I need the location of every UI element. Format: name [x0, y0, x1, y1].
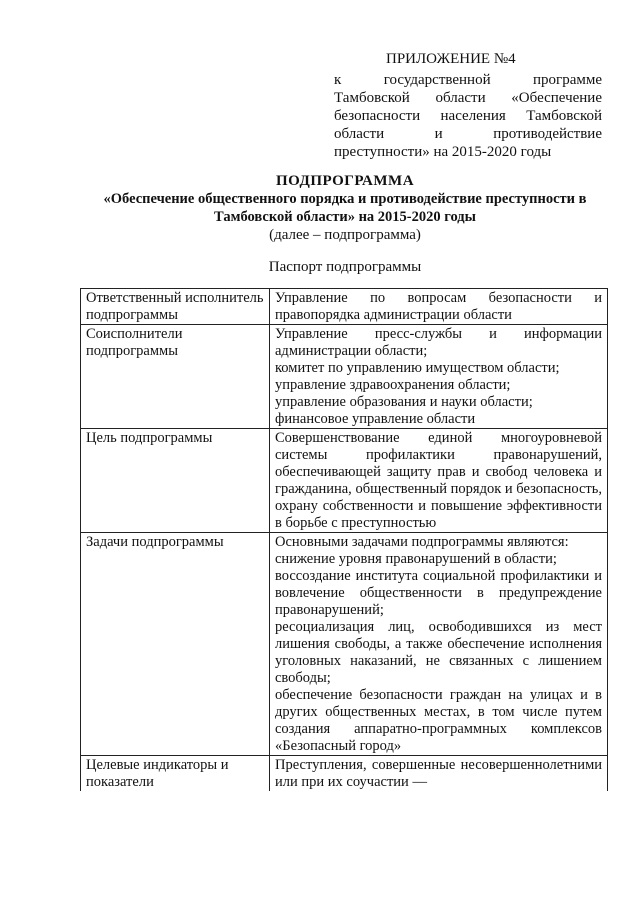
value-line: ресоциализация лиц, освободившихся из мест лишения свободы, а также обеспечение исполнения уголовных наказаний, не связанных с лишением свободы; [275, 619, 602, 686]
table-row [81, 289, 608, 325]
appendix-block [334, 50, 602, 161]
subprogram-heading [60, 172, 630, 244]
value-line: управление образования и науки области; [275, 394, 533, 410]
value-line: снижение уровня правонарушений в области; [275, 551, 557, 567]
value-line: обеспечение безопасности граждан на улицах и в других общественных местах, в том числе путем создания аппаратно-программных комплексов «Безопасный город» [275, 687, 602, 754]
subprogram-title: ПОДПРОГРАММА [275, 173, 415, 189]
value-line: воссоздание института социальной профилактики и вовлечение общественности в предупреждение правонарушений; [275, 568, 602, 618]
table-row [81, 756, 608, 792]
table-row [81, 533, 608, 756]
row-label: Соисполнители подпрограммы [81, 325, 270, 429]
subprogram-subtitle: «Обеспечение общественного порядка и противодействие преступности в Тамбовской области» на 2015-2020 годы [103, 191, 587, 225]
value-line: Управление пресс-службы и информации администрации области; [275, 326, 602, 359]
value-line: Преступления, совершенные несовершеннолетними или при их соучастии — [275, 757, 602, 790]
row-label: Целевые индикаторы и показатели [81, 756, 270, 792]
passport-title: Паспорт подпрограммы [268, 259, 422, 275]
table-row [81, 429, 608, 533]
appendix-text: к государственной программе Тамбовской области «Обеспечение безопасности населения Тамбовской области и противодействие преступности» на 2015-2020 годы [334, 72, 602, 160]
value-line: Управление по вопросам безопасности и правопорядка администрации области [275, 290, 602, 323]
subprogram-note: (далее – подпрограмма) [269, 227, 421, 243]
row-value [270, 429, 608, 533]
row-value [270, 533, 608, 756]
row-label: Ответственный исполнитель подпрограммы [81, 289, 270, 325]
value-line: Совершенствование единой многоуровневой системы профилактики правонарушений, обеспечивающей защиту прав и свобод человека и гражданина, общественный порядок и безопасность, охрану собственности и повышение эффективности в борьбе с преступностью [275, 430, 602, 531]
row-value [270, 289, 608, 325]
row-label: Цель подпрограммы [81, 429, 270, 533]
appendix-title: ПРИЛОЖЕНИЕ №4 [386, 51, 516, 67]
table-row [81, 325, 608, 429]
value-line: управление здравоохранения области; [275, 377, 511, 393]
passport-table [80, 288, 608, 791]
row-value [270, 325, 608, 429]
value-line: Основными задачами подпрограммы являются: [275, 534, 569, 550]
row-value [270, 756, 608, 792]
row-label: Задачи подпрограммы [81, 533, 270, 756]
value-line: комитет по управлению имуществом области; [275, 360, 560, 376]
value-line: финансовое управление области [275, 411, 476, 427]
